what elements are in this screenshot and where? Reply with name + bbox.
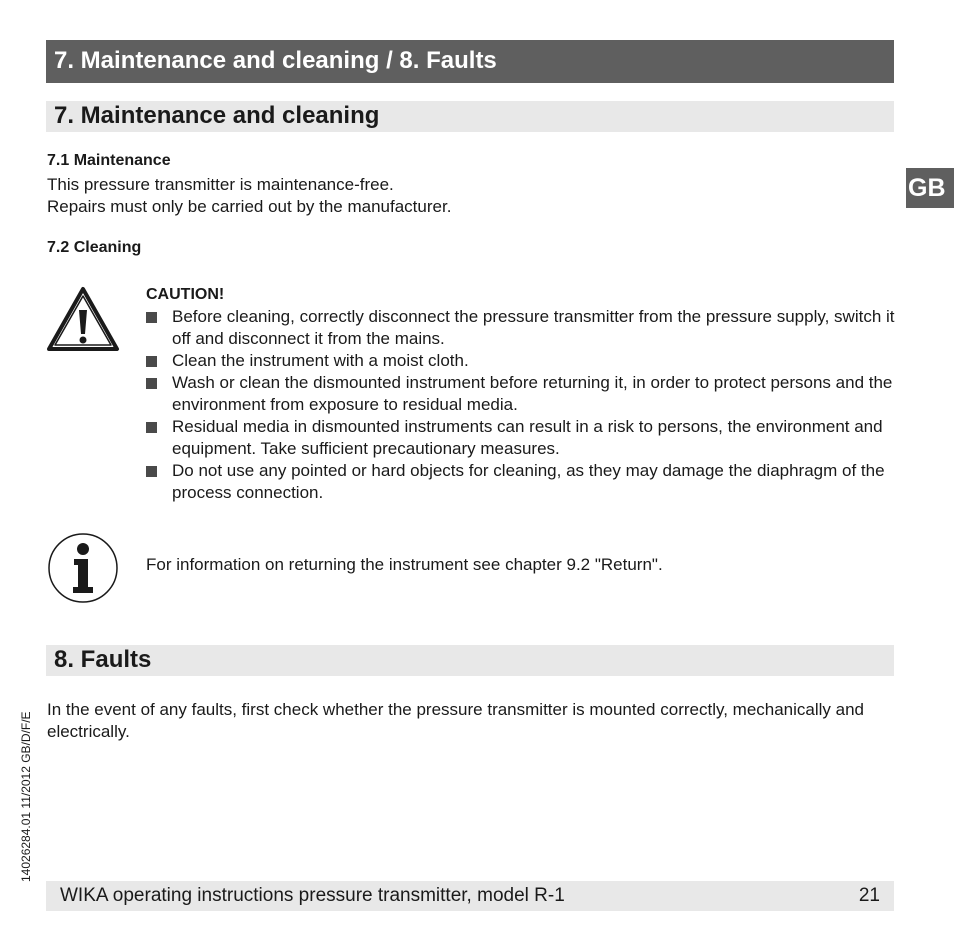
page-number: 21 [858,885,880,906]
section-7-title: 7. Maintenance and cleaning [54,102,380,129]
chapter-header-title: 7. Maintenance and cleaning / 8. Faults [54,47,497,74]
maintenance-line-1: This pressure transmitter is maintenance-free. [47,175,394,194]
info-text: For information on returning the instrument see chapter 9.2 "Return". [146,555,663,574]
language-tab [906,168,954,208]
list-item: Clean the instrument with a moist cloth. [146,350,896,372]
bullet-square-icon [146,422,157,433]
section-8-title: 8. Faults [54,646,152,673]
section-7-bar [46,101,894,132]
section-8-bar [46,645,894,676]
maintenance-heading: 7.1 Maintenance [47,152,171,169]
list-item: Before cleaning, correctly disconnect the pressure transmitter from the pressure supply, switch it off and disconnect it from the mains. [146,306,896,350]
faults-text: In the event of any faults, first check whether the pressure transmitter is mounted correctly, mechanically and electrically. [47,700,865,741]
bullet-square-icon [146,356,157,367]
maintenance-line-2: Repairs must only be carried out by the manufacturer. [47,197,452,216]
language-tab-label: GB [908,174,946,202]
bullet-square-icon [146,466,157,477]
list-item: Residual media in dismounted instruments can result in a risk to persons, the environment and equipment. Take sufficient precautionary measures. [146,416,896,460]
warning-triangle-icon [46,286,120,352]
cleaning-heading: 7.2 Cleaning [47,239,142,256]
caution-title: CAUTION! [146,286,225,303]
cleaning-bullet-list [146,306,896,504]
list-item: Do not use any pointed or hard objects for cleaning, as they may damage the diaphragm of the process connection. [146,460,896,504]
bullet-square-icon [146,378,157,389]
document-code: 14026284.01 11/2012 GB/D/F/E [19,711,33,882]
list-item: Wash or clean the dismounted instrument before returning it, in order to protect persons and the environment from exposure to residual media. [146,372,896,416]
info-icon [47,532,119,604]
footer-bar [46,881,894,911]
footer-text: WIKA operating instructions pressure transmitter, model R-1 [60,885,565,906]
bullet-square-icon [146,312,157,323]
chapter-header-bar [46,40,894,83]
